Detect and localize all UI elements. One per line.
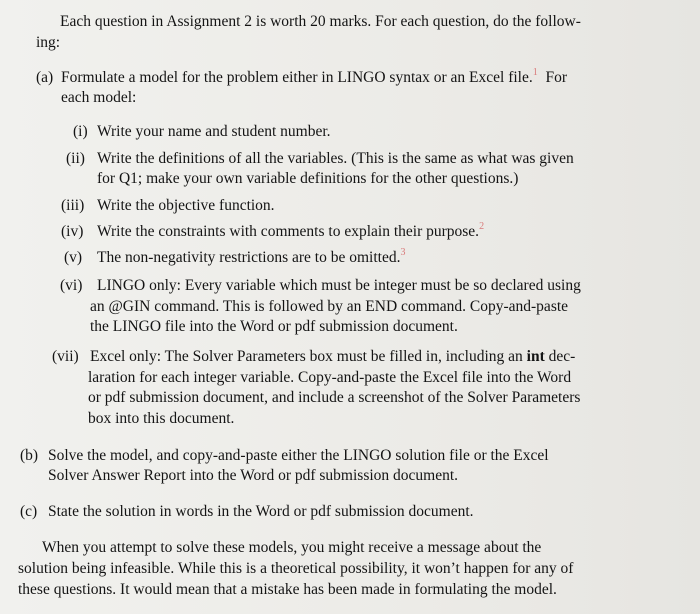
- item-ii-line-2: for Q1; make your own variable definitions for the other questions.): [97, 170, 519, 187]
- item-vi-line-3: the LINGO file into the Word or pdf submission document.: [90, 318, 458, 335]
- item-vi-line-2: an @GIN command. This is followed by an END command. Copy-and-paste: [90, 298, 569, 315]
- item-iii-text: Write the objective function.: [97, 197, 275, 214]
- item-vii-num: (vii): [52, 348, 79, 365]
- item-vii-line-4: box into this document.: [88, 410, 235, 427]
- part-b-line-2: Solver Answer Report into the Word or pdf submission document.: [48, 467, 459, 484]
- part-c-line-1: State the solution in words in the Word or pdf submission document.: [48, 503, 474, 520]
- part-a-line-2: each model:: [61, 89, 137, 106]
- part-a-label: (a): [36, 69, 54, 86]
- footnote-3-marker: 3: [400, 247, 406, 258]
- intro-line-2: ing:: [36, 34, 61, 51]
- closing-line-2: solution being infeasible. While this is a theoretical possibility, it won’t happen for any of: [18, 560, 574, 577]
- item-ii-line-1: Write the definitions of all the variables. (This is the same as what was given: [97, 150, 574, 167]
- item-i-text: Write your name and student number.: [97, 123, 331, 140]
- item-vii-line-3: or pdf submission document, and include a screenshot of the Solver Parameters: [88, 389, 581, 406]
- item-v-num: (v): [64, 249, 83, 266]
- item-vi-line-1: LINGO only: Every variable which must be integer must be so declared using: [97, 277, 581, 294]
- item-v-text: The non-negativity restrictions are to be omitted.$^3$: [97, 247, 406, 266]
- item-i-num: (i): [73, 123, 88, 140]
- part-a-line-1: Formulate a model for the problem either in LINGO syntax or an Excel file.$^1$ For: [61, 67, 568, 86]
- intro-line-1: Each question in Assignment 2 is worth 20 marks. For each question, do the follow-: [60, 13, 581, 30]
- part-c-label: (c): [20, 503, 38, 520]
- item-vi-num: (vi): [60, 277, 83, 294]
- footnote-1-marker: 1: [532, 67, 538, 78]
- item-vii-line-2: laration for each integer variable. Copy-and-paste the Excel file into the Word: [88, 369, 572, 386]
- item-vii-line-1: Excel only: The Solver Parameters box must be filled in, including an int dec-: [90, 348, 576, 365]
- part-b-label: (b): [20, 447, 39, 464]
- item-iii-num: (iii): [61, 197, 85, 214]
- closing-line-3: these questions. It would mean that a mistake has been made in formulating the model.: [18, 581, 557, 598]
- item-iv-text: Write the constraints with comments to explain their purpose.$^2$: [97, 221, 485, 240]
- footnote-2-marker: 2: [479, 221, 485, 232]
- closing-line-1: When you attempt to solve these models, you might receive a message about the: [42, 539, 542, 556]
- item-ii-num: (ii): [66, 150, 85, 167]
- item-iv-num: (iv): [61, 223, 84, 240]
- part-b-line-1: Solve the model, and copy-and-paste either the LINGO solution file or the Excel: [48, 447, 549, 464]
